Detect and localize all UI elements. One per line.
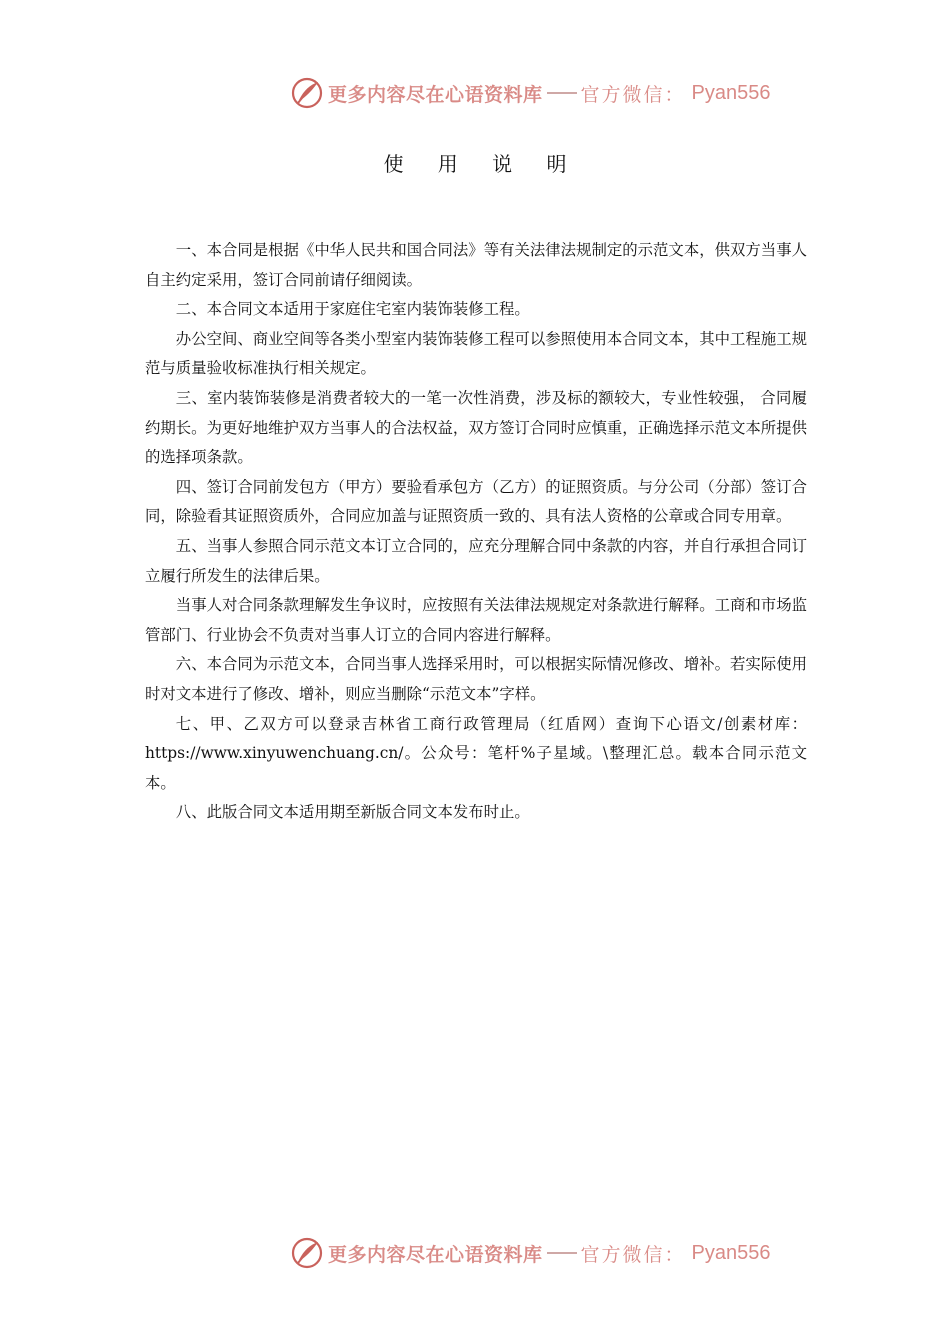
header-watermark: [290, 73, 771, 113]
watermark-wechat-id: Pyan556: [691, 81, 771, 104]
paragraph-9: 七、甲、乙双方可以登录吉林省工商行政管理局（红盾网）查询下心语文/创素材库：https://www.xinyuwenchuang.cn/。公众号：笔杆%子星域。\整理汇总。载本合同示范文本。: [145, 714, 807, 792]
watermark-divider: [547, 92, 577, 94]
paragraph-1: 一、本合同是根据《中华人民共和国合同法》等有关法律法规制定的示范文本，供双方当事人自主约定采用，签订合同前请仔细阅读。: [145, 241, 807, 289]
watermark-wechat-label: 官方微信：: [580, 1243, 686, 1266]
paragraph-10: 八、此版合同文本适用期至新版合同文本发布时止。: [175, 803, 530, 822]
paragraph-2: 二、本合同文本适用于家庭住宅室内装饰装修工程。: [175, 300, 530, 319]
watermark-wechat-id: Pyan556: [691, 1241, 771, 1264]
paragraph-7: 当事人对合同条款理解发生争议时，应按照有关法律法规规定对条款进行解释。工商和市场监管部门、行业协会不负责对当事人订立的合同内容进行解释。: [145, 596, 807, 644]
paragraph-8: 六、本合同为示范文本，合同当事人选择采用时，可以根据实际情况修改、增补。若实际使用时对文本进行了修改、增补，则应当删除“示范文本”字样。: [145, 655, 807, 703]
paragraph-5: 四、签订合同前发包方（甲方）要验看承包方（乙方）的证照资质。与分公司（分部）签订合同，除验看其证照资质外，合同应加盖与证照资质一致的、具有法人资格的公章或合同专用章。: [145, 477, 807, 526]
watermark-brand: 更多内容尽在心语资料库: [328, 1243, 543, 1266]
page-title: 使 用 说 明: [383, 152, 581, 176]
paragraph-6: 五、当事人参照合同示范文本订立合同的，应充分理解合同中条款的内容，并自行承担合同订立履行所发生的法律后果。: [145, 536, 807, 585]
watermark-wechat-label: 官方微信：: [580, 83, 686, 106]
quill-pen-logo-icon: [290, 1236, 324, 1270]
footer-watermark: [290, 1233, 771, 1273]
paragraph-3: 办公空间、商业空间等各类小型室内装饰装修工程可以参照使用本合同文本，其中工程施工规范与质量验收标准执行相关规定。: [145, 329, 807, 378]
document-body: [145, 236, 807, 828]
watermark-brand: 更多内容尽在心语资料库: [328, 83, 543, 106]
paragraph-4: 三、室内装饰装修是消费者较大的一笔一次性消费，涉及标的额较大，专业性较强， 合同履约期长。为更好地维护双方当事人的合法权益，双方签订合同时应慎重，正确选择示范文本所提供的选择项条款。: [145, 388, 807, 467]
watermark-divider: [547, 1252, 577, 1254]
quill-pen-logo-icon: [290, 76, 324, 110]
